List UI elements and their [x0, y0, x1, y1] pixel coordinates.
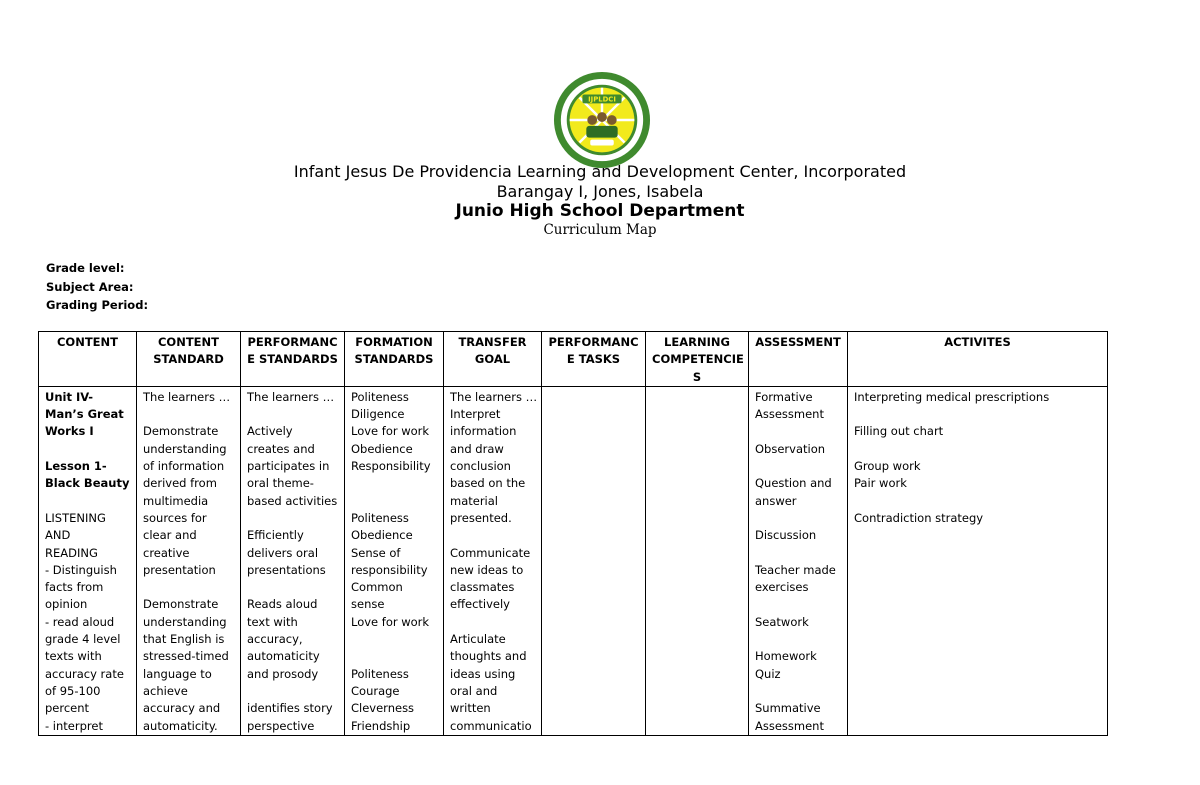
cell-line: Obedience: [351, 528, 413, 543]
cell-line: The learners …: [143, 389, 231, 404]
cell-line: LISTENING: [45, 510, 106, 525]
cell-line: thoughts and: [450, 649, 527, 664]
cell-line: of 95-100: [45, 683, 101, 698]
cell-activities: [848, 386, 1108, 735]
cell-line: - read aloud: [45, 614, 115, 629]
cell-line: Question and: [755, 476, 832, 491]
cell-line: Homework: [755, 649, 817, 664]
document-meta: [46, 259, 148, 315]
cell-line: Courage: [351, 683, 400, 698]
cell-line: accuracy,: [247, 632, 303, 647]
cell-line: [45, 493, 130, 510]
cell-line: Interpret: [450, 407, 501, 422]
cell-line: Articulate: [450, 632, 506, 647]
cell-line: information: [450, 424, 517, 439]
header-content-standard: CONTENT STANDARD: [137, 332, 241, 387]
cell-line: opinion: [45, 597, 88, 612]
cell-line: accuracy and: [143, 701, 221, 716]
cell-line: [854, 441, 1101, 458]
cell-line: Assessment: [755, 718, 824, 733]
cell-line: [351, 475, 437, 492]
grade-level-label: Grade level:: [46, 261, 125, 275]
cell-line: [351, 631, 437, 648]
cell-line: Discussion: [755, 528, 817, 543]
cell-line: facts from: [45, 580, 104, 595]
cell-line: presented.: [450, 510, 512, 525]
cell-line: oral and: [450, 683, 498, 698]
logo-text: IJPLDCI: [588, 95, 616, 104]
subject-area-label: Subject Area:: [46, 279, 134, 294]
cell-line: - Distinguish: [45, 562, 117, 577]
cell-line: The learners …: [247, 389, 335, 404]
cell-line: Unit IV-: [45, 389, 94, 404]
cell-line: Obedience: [351, 441, 413, 456]
cell-line: accuracy rate: [45, 666, 124, 681]
cell-line: creative: [143, 545, 190, 560]
cell-line: Summative: [755, 701, 821, 716]
cell-line: communicatio: [450, 718, 532, 733]
cell-line: Assessment: [755, 407, 824, 422]
cell-line: exercises: [755, 580, 809, 595]
school-seal-logo: [553, 71, 651, 169]
cell-line: text with: [247, 614, 298, 629]
cell-line: Friendship: [351, 718, 411, 733]
header-content: CONTENT: [39, 332, 137, 387]
cell-line: Filling out chart: [854, 424, 944, 439]
cell-line: [450, 527, 535, 544]
cell-line: delivers oral: [247, 545, 319, 560]
cell-line: Diligence: [351, 407, 405, 422]
cell-line: Responsibility: [351, 459, 431, 474]
cell-line: Cleverness: [351, 701, 415, 716]
cell-line: Demonstrate: [143, 597, 219, 612]
cell-line: [247, 510, 338, 527]
table-row: [39, 386, 1108, 735]
cell-line: and draw: [450, 441, 504, 456]
school-name: Infant Jesus De Providencia Learning and Development Center, Incorporated: [293, 162, 907, 181]
cell-line: presentation: [143, 562, 216, 577]
cell-line: Formative: [755, 389, 813, 404]
cell-line: language to: [143, 666, 212, 681]
cell-line: Sense of: [351, 545, 401, 560]
cell-line: Contradiction strategy: [854, 510, 984, 525]
grading-period-label: Grading Period:: [46, 298, 149, 312]
cell-performance-standards: [241, 386, 345, 735]
cell-line: AND: [45, 528, 71, 543]
cell-line: Observation: [755, 441, 826, 456]
cell-line: responsibility: [351, 562, 428, 577]
cell-line: new ideas to: [450, 562, 524, 577]
school-address: Barangay I, Jones, Isabela: [496, 182, 704, 201]
cell-line: of information: [143, 459, 225, 474]
cell-line: Actively: [247, 424, 293, 439]
cell-line: texts with: [45, 649, 102, 664]
document-title: Curriculum Map: [543, 222, 657, 238]
cell-line: based activities: [247, 493, 338, 508]
cell-line: [755, 683, 841, 700]
cell-line: Politeness: [351, 510, 409, 525]
cell-line: Reads aloud: [247, 597, 318, 612]
header-performance-tasks: PERFORMANC E TASKS: [542, 332, 646, 387]
cell-line: Interpreting medical prescriptions: [854, 389, 1050, 404]
cell-line: effectively: [450, 597, 510, 612]
cell-line: achieve: [143, 683, 188, 698]
cell-line: Communicate: [450, 545, 531, 560]
cell-line: ideas using: [450, 666, 516, 681]
cell-line: [450, 614, 535, 631]
cell-line: Efficiently: [247, 528, 304, 543]
cell-line: Group work: [854, 459, 921, 474]
cell-line: [755, 631, 841, 648]
cell-line: [755, 423, 841, 440]
header-assessment: ASSESSMENT: [749, 332, 848, 387]
cell-line: [755, 510, 841, 527]
cell-line: derived from: [143, 476, 217, 491]
cell-line: creates and: [247, 441, 315, 456]
cell-line: Works I: [45, 424, 94, 439]
cell-line: sources for: [143, 510, 207, 525]
cell-line: answer: [755, 493, 797, 508]
cell-line: identifies story: [247, 701, 333, 716]
header-formation-standards: FORMATION STANDARDS: [345, 332, 444, 387]
cell-line: Demonstrate: [143, 424, 219, 439]
cell-line: [351, 493, 437, 510]
cell-line: - interpret: [45, 718, 103, 733]
cell-line: clear and: [143, 528, 197, 543]
cell-line: that English is: [143, 632, 225, 647]
table-header-row: [39, 332, 1108, 387]
cell-line: READING: [45, 545, 98, 560]
cell-line: stressed-timed: [143, 649, 229, 664]
cell-line: classmates: [450, 580, 515, 595]
cell-formation-standards: [345, 386, 444, 735]
cell-line: presentations: [247, 562, 326, 577]
cell-line: [755, 596, 841, 613]
cell-line: Lesson 1-: [45, 459, 107, 474]
cell-line: [755, 458, 841, 475]
cell-line: conclusion: [450, 459, 511, 474]
cell-line: Quiz: [755, 666, 781, 681]
cell-line: percent: [45, 701, 90, 716]
cell-line: Seatwork: [755, 614, 809, 629]
cell-line: multimedia: [143, 493, 209, 508]
cell-line: Politeness: [351, 666, 409, 681]
cell-line: grade 4 level: [45, 632, 121, 647]
cell-learning-competencies: [646, 386, 749, 735]
cell-line: The learners …: [450, 389, 538, 404]
cell-transfer-goal: [444, 386, 542, 735]
cell-line: oral theme-: [247, 476, 314, 491]
cell-line: Love for work: [351, 614, 430, 629]
cell-line: Common: [351, 580, 403, 595]
department-name: Junio High School Department: [455, 201, 745, 221]
header-performance-standards: PERFORMANC E STANDARDS: [241, 332, 345, 387]
cell-line: [351, 648, 437, 665]
cell-line: and prosody: [247, 666, 319, 681]
cell-line: [143, 406, 234, 423]
header-transfer-goal: TRANSFER GOAL: [444, 332, 542, 387]
cell-line: [854, 406, 1101, 423]
cell-line: sense: [351, 597, 385, 612]
cell-line: Man’s Great: [45, 407, 124, 422]
cell-line: understanding: [143, 441, 227, 456]
cell-line: automaticity: [247, 649, 320, 664]
cell-content: [39, 386, 137, 735]
cell-content-standard: [137, 386, 241, 735]
header-activities: ACTIVITES: [848, 332, 1108, 387]
cell-line: Politeness: [351, 389, 409, 404]
cell-line: Teacher made: [755, 562, 836, 577]
cell-line: material: [450, 493, 498, 508]
cell-line: [854, 493, 1101, 510]
cell-line: [247, 406, 338, 423]
curriculum-map-table: [38, 331, 1108, 736]
cell-line: [143, 579, 234, 596]
cell-line: automaticity.: [143, 718, 218, 733]
cell-line: participates in: [247, 459, 330, 474]
cell-line: Black Beauty: [45, 476, 130, 491]
cell-line: [755, 545, 841, 562]
cell-line: [45, 441, 130, 458]
cell-line: based on the: [450, 476, 526, 491]
header-learning-competencies: LEARNING COMPETENCIE S: [646, 332, 749, 387]
cell-line: [247, 579, 338, 596]
cell-assessment: [749, 386, 848, 735]
cell-line: [247, 683, 338, 700]
cell-performance-tasks: [542, 386, 646, 735]
cell-line: Pair work: [854, 476, 907, 491]
cell-line: Love for work: [351, 424, 430, 439]
cell-line: perspective: [247, 718, 315, 733]
cell-line: understanding: [143, 614, 227, 629]
cell-line: written: [450, 701, 491, 716]
